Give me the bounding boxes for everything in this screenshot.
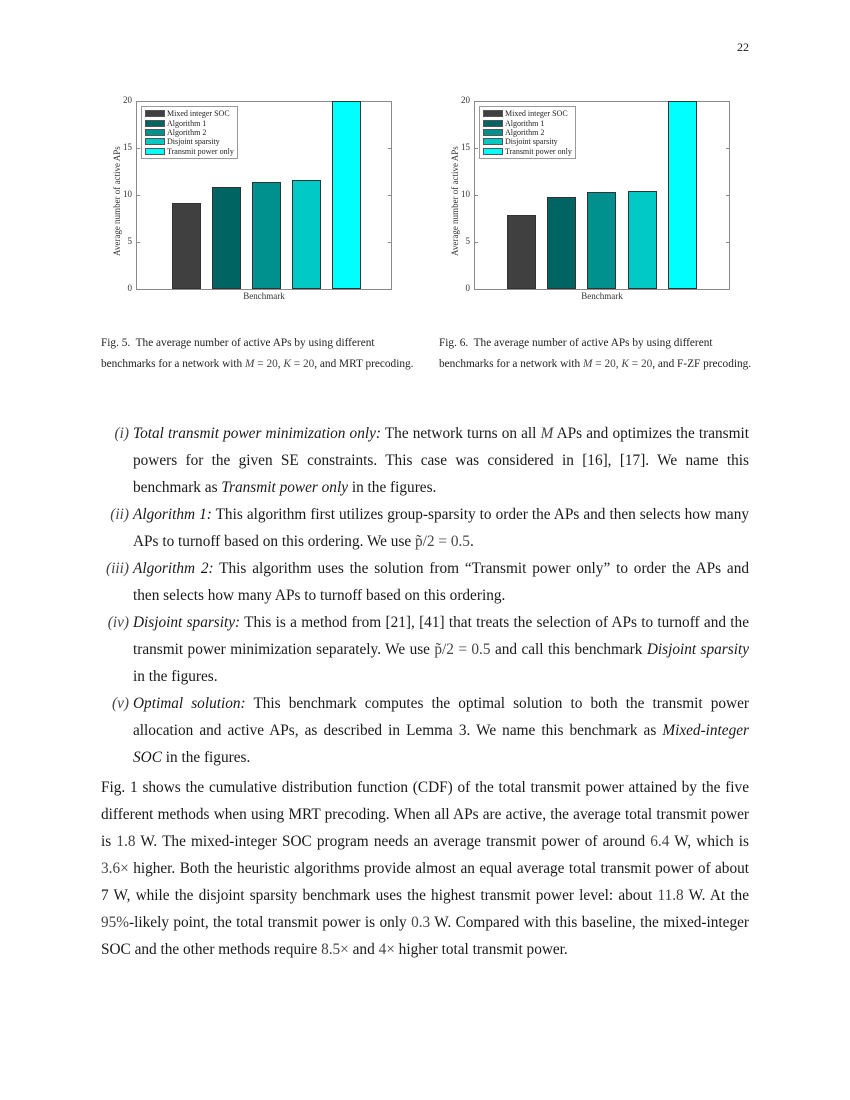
legend-item: Mixed integer SOC (145, 109, 234, 118)
y-axis-label: Average number of active APs (112, 146, 122, 256)
bar-disjoint-sparsity (292, 180, 321, 289)
y-tick: 15 (461, 142, 470, 152)
bar-algorithm-1 (547, 197, 576, 289)
list-item: (i) Total transmit power minimization only: The network turns on all M APs and optimizes the transmit powers for the given SE constraints. This case was considered in [16], [17]. We name this benchmark as Transmit power only in the figures. (114, 425, 749, 496)
bar-transmit-power-only (668, 101, 697, 289)
figure-5-caption: Fig. 5. The average number of active APs by using different benchmarks for a network with M = 20, K = 20, and MRT precoding. (101, 337, 414, 370)
x-axis-label: Benchmark (243, 291, 285, 301)
list-item: (iii) Algorithm 2: This algorithm uses the solution from “Transmit power only” to order the APs and then selects how many APs to turnoff based on this ordering. (106, 560, 749, 604)
y-tick: 20 (123, 95, 132, 105)
bar-disjoint-sparsity (628, 191, 657, 289)
legend-item: Disjoint sparsity (483, 137, 572, 146)
bar-mixed-integer-soc (507, 215, 536, 289)
y-tick: 15 (123, 142, 132, 152)
y-tick: 5 (465, 236, 470, 246)
bar-mixed-integer-soc (172, 203, 201, 289)
bar-algorithm-1 (212, 187, 241, 289)
y-tick: 5 (127, 236, 132, 246)
body-paragraph: Fig. 1 shows the cumulative distribution function (CDF) of the total transmit power attained by the five different methods when using MRT precoding. When all APs are active, the average total transmit power is 1.8 W. The mixed-integer SOC program needs an average transmit power of around 6.4 W, which is 3.6× higher. Both the heuristic algorithms provide almost an equal average total transmit power of about 7 W, while the disjoint sparsity benchmark uses the highest transmit power level: about 11.8 W. At the 95%-likely point, the total transmit power is only 0.3 W. Compared with this baseline, the mixed-integer SOC and the other methods require 8.5× and 4× higher total transmit power. (101, 779, 750, 958)
legend (479, 106, 576, 159)
x-axis-label: Benchmark (581, 291, 623, 301)
page-number: 22 (737, 40, 749, 54)
y-tick: 0 (127, 283, 132, 293)
y-tick: 20 (461, 95, 470, 105)
benchmark-list (101, 420, 749, 963)
y-tick: 0 (465, 283, 470, 293)
legend (141, 106, 238, 159)
plot-area (474, 101, 730, 290)
bar-algorithm-2 (252, 182, 281, 289)
legend-item: Algorithm 2 (483, 128, 572, 137)
legend-item: Algorithm 1 (145, 118, 234, 127)
legend-item: Mixed integer SOC (483, 109, 572, 118)
bar-transmit-power-only (332, 101, 361, 289)
y-tick: 10 (461, 189, 470, 199)
figure-6-caption: Fig. 6. The average number of active APs by using different benchmarks for a network with M = 20, K = 20, and F-ZF precoding. (439, 337, 752, 370)
legend-item: Transmit power only (145, 147, 234, 156)
y-axis-label: Average number of active APs (450, 146, 460, 256)
list-item: (iv) Disjoint sparsity: This is a method from [21], [41] that treats the selection of APs to turnoff and the transmit power minimization separately. We use p̃/2 = 0.5 and call this benchmark Disjoint sparsity in the figures. (107, 614, 750, 685)
plot-area (136, 101, 392, 290)
legend-item: Algorithm 2 (145, 128, 234, 137)
bar-algorithm-2 (587, 192, 616, 289)
y-tick: 10 (123, 189, 132, 199)
list-item: (v) Optimal solution: This benchmark computes the optimal solution to both the transmit power allocation and active APs, as described in Lemma 3. We name this benchmark as Mixed-integer SOC in the figures. (112, 695, 749, 766)
legend-item: Algorithm 1 (483, 118, 572, 127)
list-item: (ii) Algorithm 1: This algorithm first utilizes group-sparsity to order the APs and then selects how many APs to turnoff based on this ordering. We use p̃/2 = 0.5. (110, 506, 749, 550)
legend-item: Transmit power only (483, 147, 572, 156)
legend-item: Disjoint sparsity (145, 137, 234, 146)
